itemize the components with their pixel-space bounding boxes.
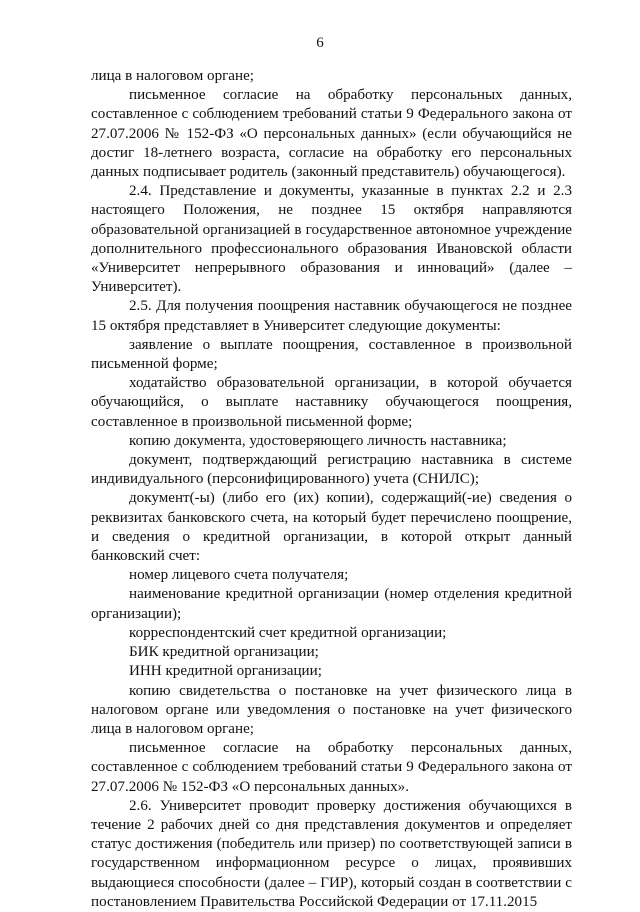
paragraph-continuation: лица в налоговом органе; — [91, 68, 254, 84]
list-item-snils: документ, подтверждающий регистрацию наставника в системе индивидуального (персонифицированного) учета (СНИЛС); — [91, 452, 572, 488]
list-item-bank-name: наименование кредитной организации (номер отделения кредитной организации); — [91, 586, 572, 622]
list-item-tax-certificate: копию свидетельства о постановке на учет физического лица в налоговом органе или уведомления о постановке на учет физического лица в налоговом органе; — [91, 682, 572, 737]
list-item-application: заявление о выплате поощрения, составленное в произвольной письменной форме; — [91, 336, 572, 373]
paragraph-consent-minor: письменное согласие на обработку персональных данных, составленное с соблюдением требований статьи 9 Федерального закона от 27.07.2006 № 152-ФЗ «О персональных данных» (если обучающийся не достиг 18-летнего возраста, согласие на обработку его персональных данных подписывает родитель (законный представитель) обучающегося). — [91, 87, 572, 181]
list-item-inn: ИНН кредитной организации; — [129, 663, 322, 680]
list-item-petition: ходатайство образовательной организации, в которой обучается обучающийся, о выплате наставнику обучающегося поощрения, составленное в произвольной письменной форме; — [91, 375, 572, 430]
paragraph-2-4: 2.4. Представление и документы, указанные в пунктах 2.2 и 2.3 настоящего Положения, не позднее 15 октября направляются образовательной организацией в государственное автономное учреждение дополнительного профессионального образования Ивановской области «Университет непрерывного образования и инноваций» (далее – Университет). — [91, 183, 572, 296]
list-item-consent: письменное согласие на обработку персональных данных, составленное с соблюдением требований статьи 9 Федерального закона от 27.07.2006 № 152-ФЗ «О персональных данных». — [91, 740, 572, 795]
list-item-account-number: номер лицевого счета получателя; — [129, 567, 349, 584]
document-body — [91, 67, 572, 912]
page-number: 6 — [316, 35, 324, 51]
list-item-bank-details: документ(-ы) (либо его (их) копии), содержащий(-ие) сведения о реквизитах банковского счета, на который будет перечислено поощрение, и сведения о кредитной организации, в которой открыт данный банковский счет: — [91, 490, 572, 565]
list-item-corr-account: корреспондентский счет кредитной организации; — [129, 624, 447, 641]
list-item-identity-copy: копию документа, удостоверяющего личность наставника; — [129, 432, 507, 449]
list-item-bik: БИК кредитной организации; — [129, 644, 319, 661]
paragraph-2-6: 2.6. Университет проводит проверку достижения обучающихся в течение 2 рабочих дней со дня представления документов и определяет статус достижения (победитель или призер) по соответствующей записи в государственном информационном ресурсе о лицах, проявивших выдающиеся способности (далее – ГИР), который создан в соответствии с постановлением Правительства Российской Федерации от 17.11.2015 — [91, 797, 572, 910]
paragraph-2-5: 2.5. Для получения поощрения наставник обучающегося не позднее 15 октября представляет в Университет следующие документы: — [91, 298, 572, 334]
